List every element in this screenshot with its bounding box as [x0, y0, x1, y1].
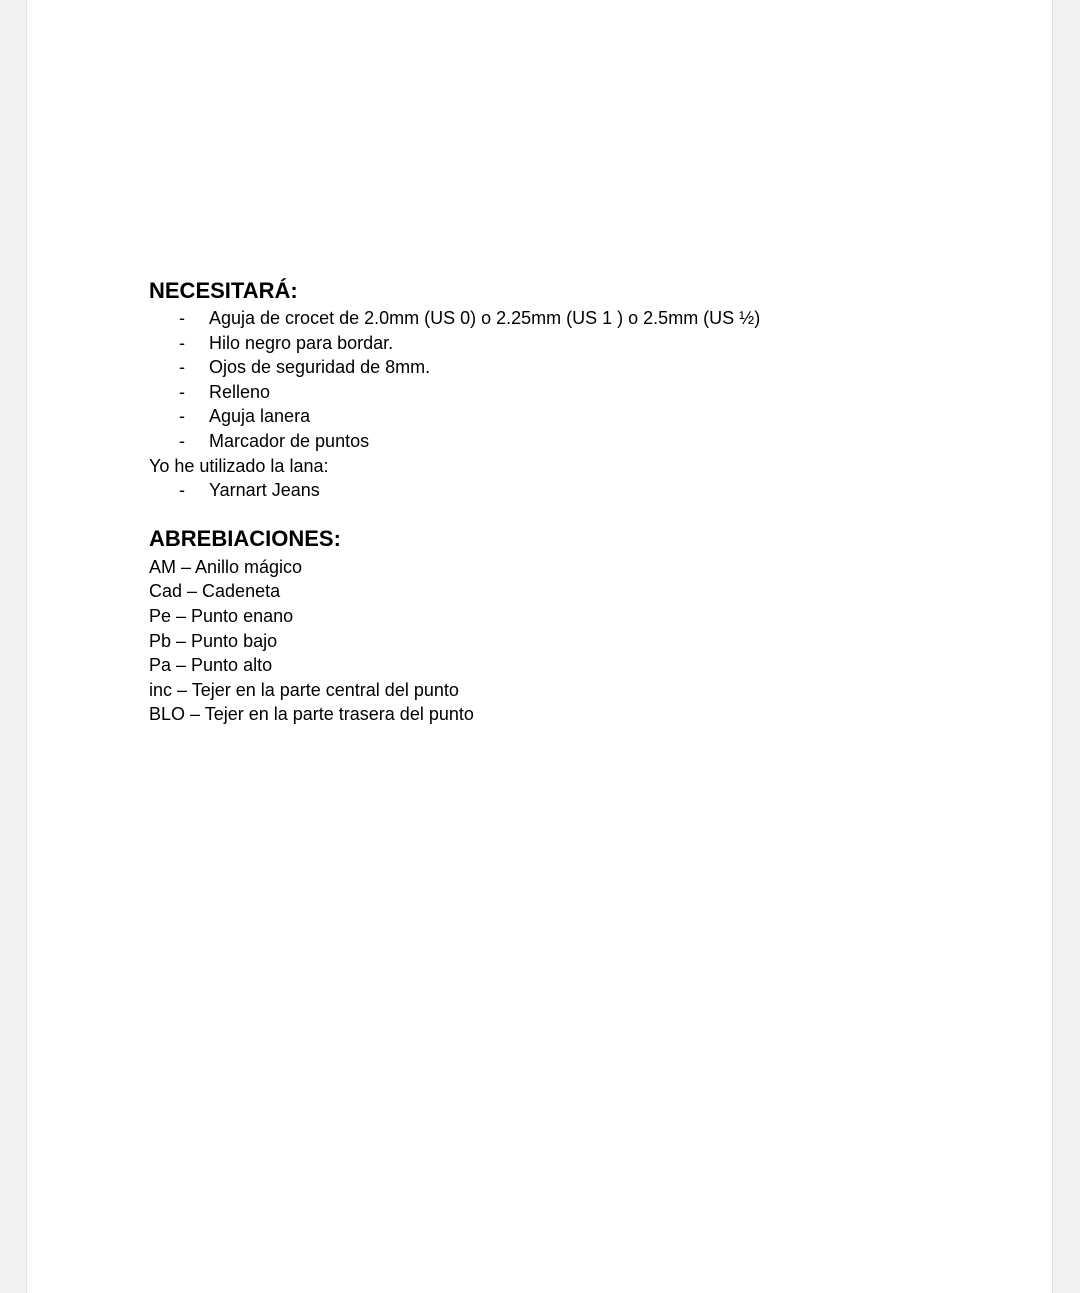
material-item: Ojos de seguridad de 8mm. [209, 357, 431, 378]
abbreviations-heading: ABREBIACIONES: [149, 525, 341, 551]
material-item: Aguja de crocet de 2.0mm (US 0) o 2.25mm (US 1 ) o 2.5mm (US ½) [209, 308, 761, 328]
yarn-intro: Yo he utilizado la lana: [149, 455, 329, 476]
list-item [149, 380, 949, 405]
material-item: Aguja lanera [209, 406, 311, 427]
materials-heading: NECESITARÁ: [149, 278, 298, 303]
abbreviation-item: AM – Anillo mágico [149, 556, 303, 577]
list-item [149, 306, 949, 331]
abbreviation-item: inc – Tejer en la parte central del punto [149, 679, 459, 700]
material-item: Marcador de puntos [209, 430, 370, 451]
yarn-list [149, 478, 949, 503]
materials-list [149, 306, 949, 454]
list-item [149, 478, 949, 503]
bullet-dash: - [179, 332, 185, 353]
spacer [149, 503, 949, 524]
document-page [26, 0, 1053, 1293]
bullet-dash: - [179, 308, 185, 328]
abbreviations-list [149, 555, 949, 727]
abbreviation-item: Pa – Punto alto [149, 655, 273, 676]
bullet-dash: - [179, 480, 185, 501]
bullet-dash: - [179, 357, 185, 378]
abbreviation-item: BLO – Tejer en la parte trasera del punto [149, 704, 474, 725]
material-item: Hilo negro para bordar. [209, 332, 394, 353]
list-item [149, 429, 949, 454]
abbreviation-item: Pe – Punto enano [149, 605, 294, 626]
bullet-dash: - [179, 381, 185, 402]
bullet-dash: - [179, 406, 185, 427]
bullet-dash: - [179, 430, 185, 451]
list-item [149, 331, 949, 356]
document-content [149, 276, 949, 727]
list-item [149, 404, 949, 429]
list-item [149, 355, 949, 380]
material-item: Relleno [209, 381, 271, 402]
abbreviation-item: Pb – Punto bajo [149, 630, 278, 651]
abbreviation-item: Cad – Cadeneta [149, 581, 281, 602]
yarn-item: Yarnart Jeans [209, 480, 320, 501]
